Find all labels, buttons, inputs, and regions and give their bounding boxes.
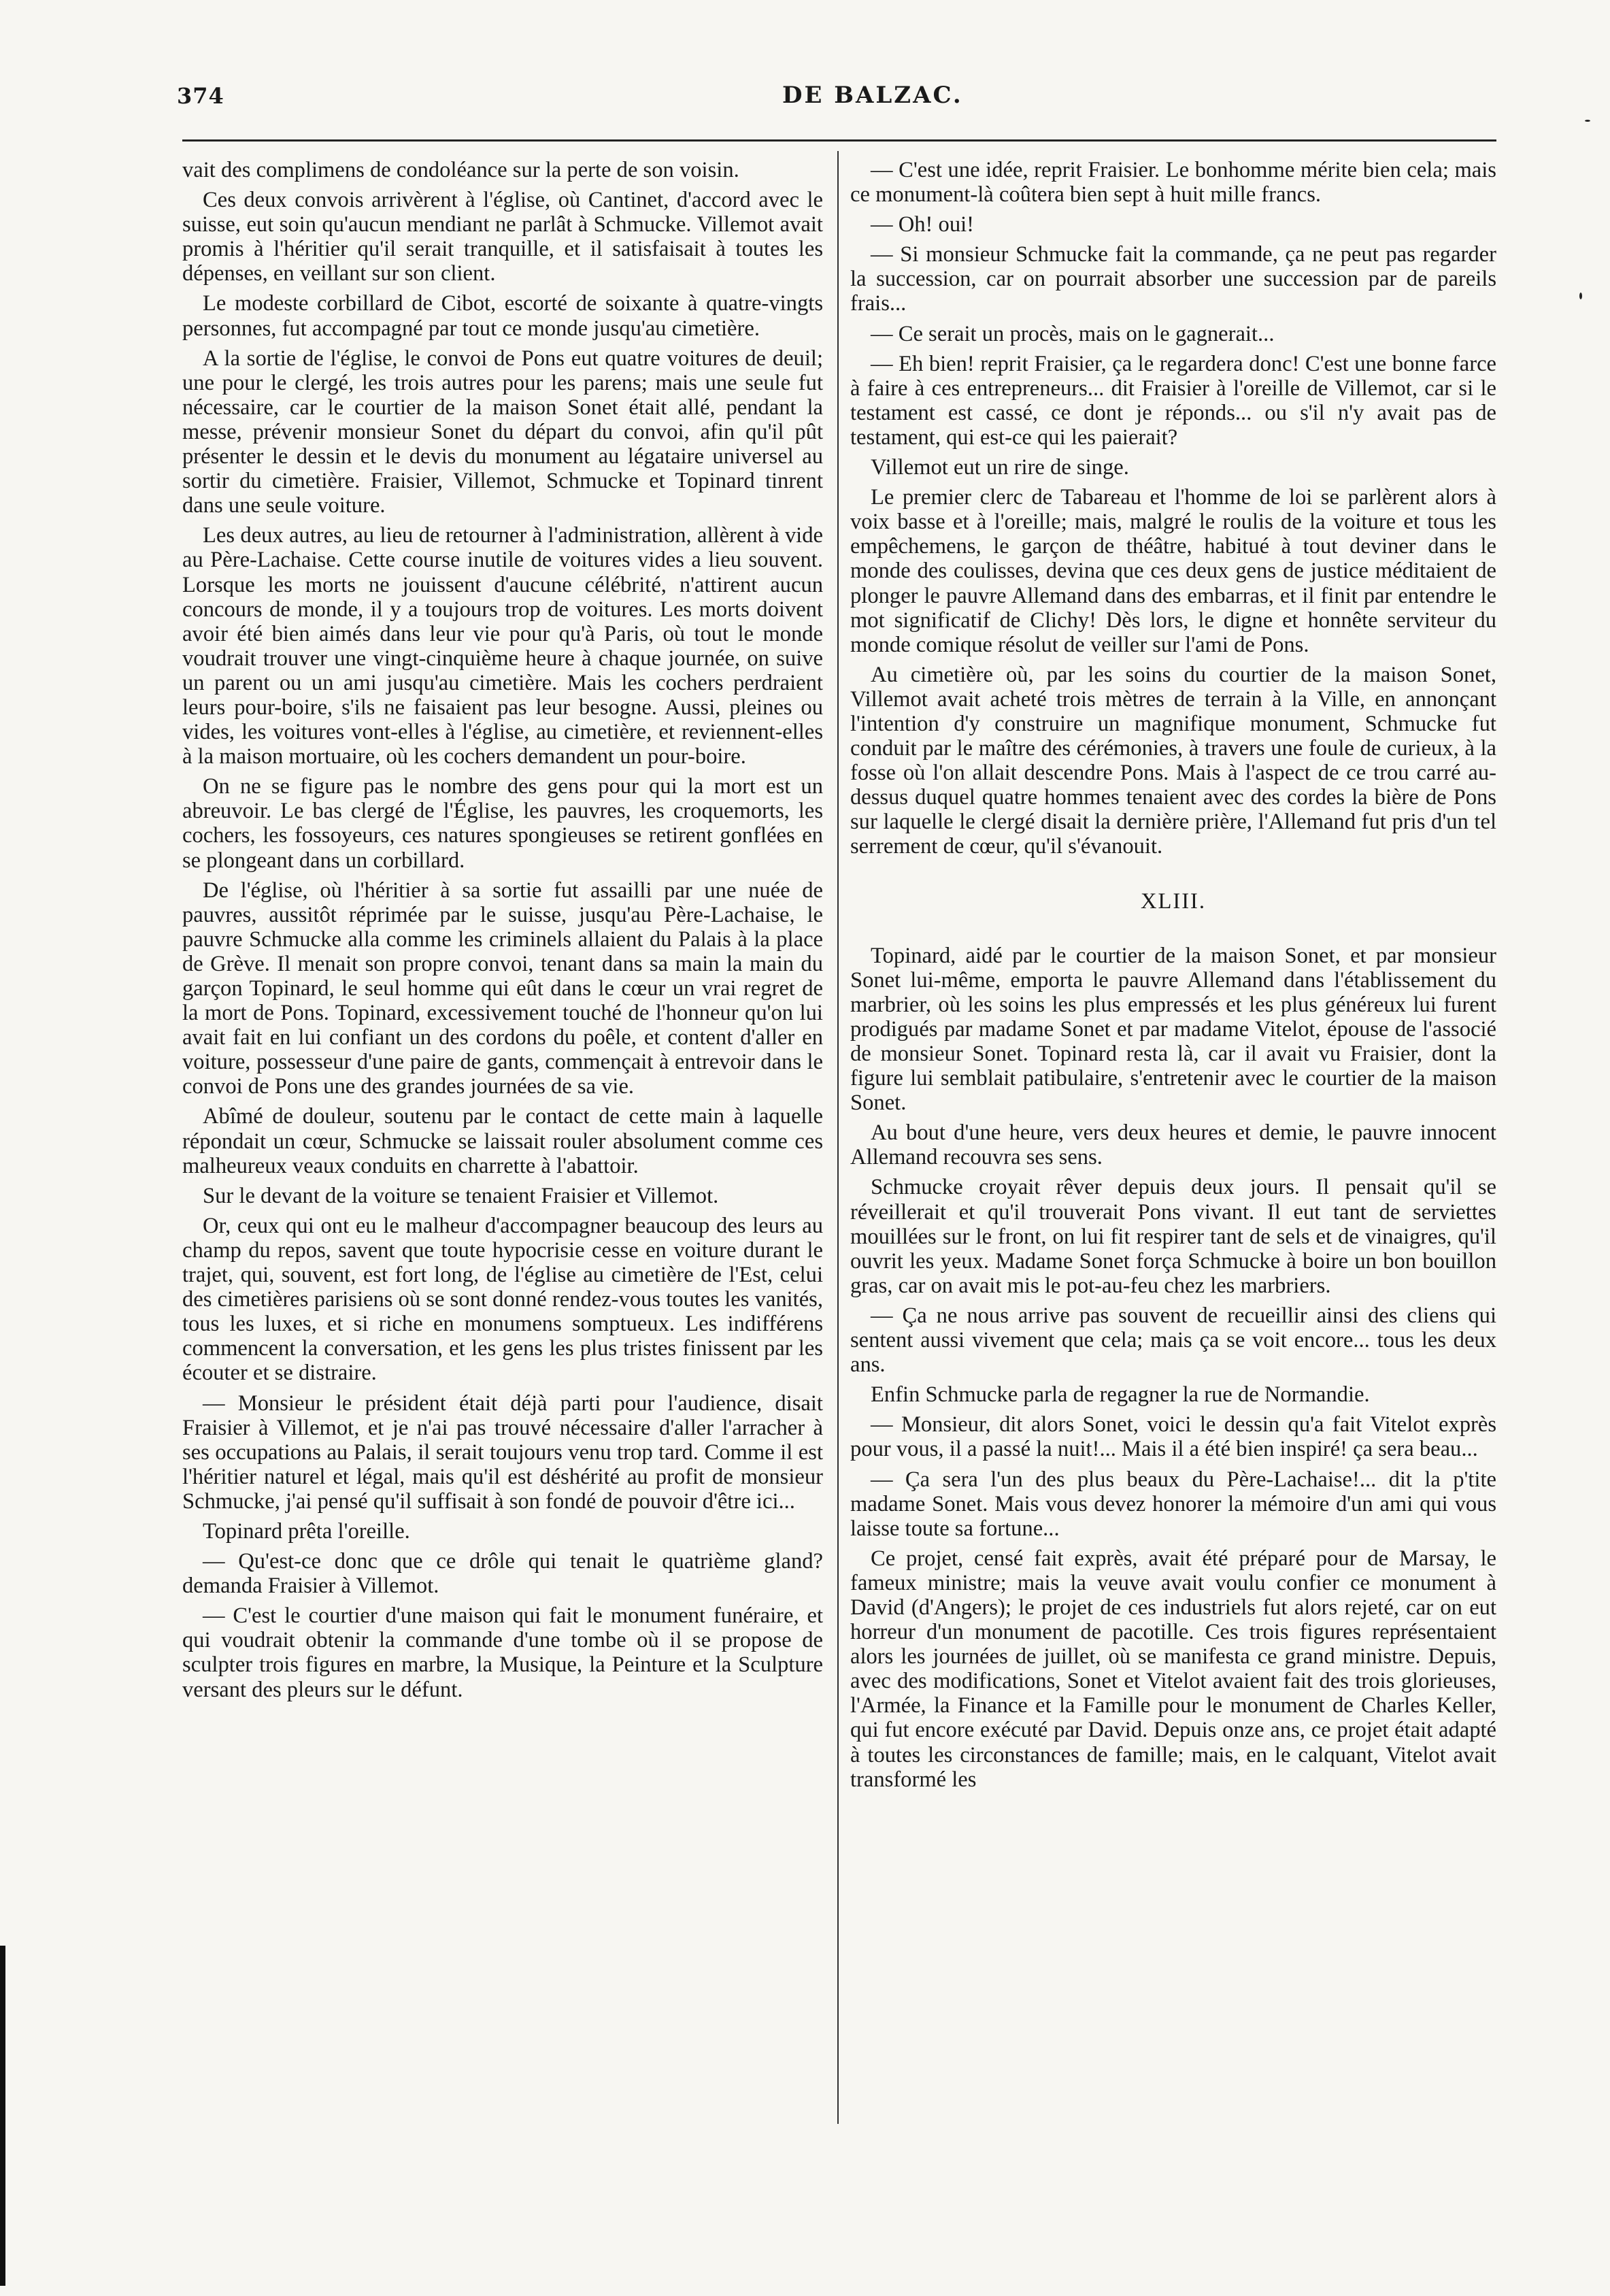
- paragraph: Ces deux convois arrivèrent à l'église, où Cantinet, d'accord avec le suisse, eut soin qu'aucun mendiant ne parlât à Schmucke. Villemot avait promis à l'héritier qu'il serait tranquille, et il satisfaisait à toutes les dépenses, en veillant sur son client.: [182, 188, 823, 286]
- paragraph: — Oh! oui!: [871, 212, 975, 237]
- paragraph: Enfin Schmucke parla de regagner la rue de Normandie.: [871, 1382, 1370, 1408]
- paragraph: — Monsieur, dit alors Sonet, voici le dessin qu'a fait Vitelot exprès pour vous, il a passé la nuit!... Mais il a été bien inspiré! ça sera beau...: [850, 1412, 1496, 1462]
- paragraph: Au cimetière où, par les soins du courtier de la maison Sonet, Villemot avait acheté trois mètres de terrain à la Ville, en annonçant l'intention d'y construire un magnifique monument, Schmucke fut conduit par le maître des cérémonies, à travers une foule de curieux, à la fosse où l'on allait descendre Pons. Mais à l'aspect de ce trou carré au-dessus duquel quatre hommes tenaient avec des cordes la bière de Pons sur laquelle le clergé disait la dernière prière, l'Allemand fut pris d'un tel serrement de cœur, qu'il s'évanouit.: [850, 662, 1496, 859]
- left-column: [182, 158, 823, 2165]
- paragraph: On ne se figure pas le nombre des gens pour qui la mort est un abreuvoir. Le bas clergé de l'Église, les pauvres, les croquemorts, les cochers, les fossoyeurs, ces natures spongieuses se retirent gonflées en se plongeant dans un corbillard.: [182, 774, 823, 873]
- page-number: 374: [177, 83, 224, 109]
- paragraph: — Ça ne nous arrive pas souvent de recueillir ainsi des cliens qui sentent aussi vivement que cela; mais ça se voit encore... tous les deux ans.: [850, 1303, 1496, 1378]
- header-rule: [182, 139, 1496, 142]
- paragraph: Topinard, aidé par le courtier de la maison Sonet, et par monsieur Sonet lui-même, emporta le pauvre Allemand dans l'établissement du marbrier, où les soins les plus empressés et les plus généreux lui furent prodigués par madame Sonet et par madame Vitelot, épouse de l'associé de monsieur Sonet. Topinard resta là, car il avait vu Fraisier, dont la figure lui semblait patibulaire, s'entretenir avec le courtier de la maison Sonet.: [850, 943, 1496, 1116]
- paragraph: — C'est une idée, reprit Fraisier. Le bonhomme mérite bien cela; mais ce monument-là coûtera bien sept à huit mille francs.: [850, 158, 1496, 207]
- paragraph: Topinard prêta l'oreille.: [203, 1518, 410, 1544]
- paragraph: — C'est le courtier d'une maison qui fait le monument funéraire, et qui voudrait obtenir la commande d'une tombe où il se propose de sculpter trois figures en marbre, la Musique, la Peinture et la Sculpture versant des pleurs sur le défunt.: [182, 1603, 823, 1702]
- paragraph: Le modeste corbillard de Cibot, escorté de soixante à quatre-vingts personnes, fut accompagné par tout ce monde jusqu'au cimetière.: [182, 291, 823, 341]
- paragraph: Or, ceux qui ont eu le malheur d'accompagner beaucoup des leurs au champ du repos, savent que toute hypocrisie cesse en voiture durant le trajet, qui, souvent, est fort long, de l'église au cimetière de l'Est, celui des cimetières parisiens où se sont donné rendez-vous toutes les vanités, tous les luxes, et si riche en monumens somptueux. Les indifférens commencent la conversation, et les gens les plus tristes finissent par les écouter et se distraire.: [182, 1213, 823, 1386]
- right-column: [850, 158, 1496, 2165]
- paragraph: Au bout d'une heure, vers deux heures et demie, le pauvre innocent Allemand recouvra ses sens.: [850, 1120, 1496, 1170]
- paragraph: Abîmé de douleur, soutenu par le contact de cette main à laquelle répondait un cœur, Schmucke se laissait rouler absolument comme ces malheureux veaux conduits en charrette à l'abattoir.: [182, 1104, 823, 1178]
- running-title: DE BALZAC.: [782, 82, 963, 109]
- paragraph: Schmucke croyait rêver depuis deux jours. Il pensait qu'il se réveillerait et qu'il trouverait Pons vivant. Il eut tant de serviettes mouillées sur le front, on lui fit respirer tant de sels et de vinaigres, qu'il ouvrit les yeux. Madame Sonet força Schmucke à boire un bon bouillon gras, car on avait mis le pot-au-feu chez les marbriers.: [850, 1175, 1496, 1298]
- scan-speck: [1585, 120, 1590, 122]
- column-divider: [837, 151, 839, 2124]
- paragraph: vait des complimens de condoléance sur la perte de son voisin.: [182, 158, 739, 182]
- paragraph: Sur le devant de la voiture se tenaient Fraisier et Villemot.: [203, 1183, 719, 1208]
- paragraph: Les deux autres, au lieu de retourner à l'administration, allèrent à vide au Père-Lachaise. Cette course inutile de voitures vides a lieu souvent. Lorsque les morts ne jouissent d'aucune célébrité, n'attirent aucun concours de monde, il y a toujours trop de voitures. Les morts doivent avoir été bien aimés dans leur vie pour qu'à Paris, où tout le monde voudrait trouver une vingt-cinquième heure à chaque journée, on suive un parent ou un ami jusqu'au cimetière. Mais les cochers perdraient leurs pour-boire, s'ils ne faisaient pas leur besogne. Aussi, pleines ou vides, les voitures vont-elles à l'église, au cimetière, et reviennent-elles à la maison mortuaire, où les cochers demandent un pour-boire.: [182, 523, 823, 769]
- paragraph: Le premier clerc de Tabareau et l'homme de loi se parlèrent alors à voix basse et à l'oreille; mais, malgré le roulis de la voiture et tous les empêchemens, le garçon de théâtre, habitué à tout deviner dans le monde des coulisses, devina que ces deux gens de justice méditaient de plonger le pauvre Allemand dans des embarras, et il finit par entendre le mot significatif de Clichy! Dès lors, le digne et honnête serviteur du monde comique résolut de veiller sur l'ami de Pons.: [850, 485, 1496, 657]
- scan-speck: [1579, 293, 1582, 299]
- paragraph: — Ça sera l'un des plus beaux du Père-Lachaise!... dit la p'tite madame Sonet. Mais vous devez honorer la mémoire d'un ami qui vous laisse toute sa fortune...: [850, 1467, 1496, 1541]
- paragraph: — Ce serait un procès, mais on le gagnerait...: [871, 321, 1275, 346]
- paragraph: — Eh bien! reprit Fraisier, ça le regardera donc! C'est une bonne farce à faire à ces entrepreneurs... dit Fraisier à l'oreille de Villemot, car si le testament est cassé, ce dont je réponds... ou s'il n'y avait pas de testament, qui est-ce qui les paierait?: [850, 351, 1496, 450]
- paragraph: A la sortie de l'église, le convoi de Pons eut quatre voitures de deuil; une pour le clergé, les trois autres pour les parens; mais une seule fut nécessaire, car le courtier de la maison Sonet était allé, pendant la messe, prévenir monsieur Sonet du départ du convoi, afin qu'il pût présenter le dessin et le devis du monument au légataire universel au sortir du cimetière. Fraisier, Villemot, Schmucke et Topinard tinrent dans une seule voiture.: [182, 346, 823, 518]
- chapter-heading: XLIII.: [1140, 888, 1207, 914]
- paragraph: — Monsieur le président était déjà parti pour l'audience, disait Fraisier à Villemot, et je n'ai pas trouvé nécessaire d'aller l'arracher à ses occupations au Palais, il serait toujours venu trop tard. Comme il est l'héritier naturel et légal, mais qu'il est déshérité au profit de monsieur Schmucke, j'ai pensé qu'il suffisait à son fondé de pouvoir d'être ici...: [182, 1391, 823, 1514]
- paragraph: De l'église, où l'héritier à sa sortie fut assailli par une nuée de pauvres, aussitôt réprimée par le suisse, jusqu'au Père-Lachaise, le pauvre Schmucke alla comme les criminels allaient du Palais à la place de Grève. Il menait son propre convoi, tenant dans sa main la main du garçon Topinard, le seul homme qui eût dans le cœur un vrai regret de la mort de Pons. Topinard, excessivement touché de l'honneur qu'on lui avait fait en lui confiant un des cordons du poêle, et content d'aller en voiture, possesseur d'une paire de gants, commençait à entrevoir dans le convoi de Pons une des grandes journées de sa vie.: [182, 878, 823, 1099]
- scan-edge-mark: [0, 1946, 5, 2286]
- paragraph: — Qu'est-ce donc que ce drôle qui tenait le quatrième gland? demanda Fraisier à Villemot.: [182, 1549, 823, 1599]
- paragraph: — Si monsieur Schmucke fait la commande, ça ne peut pas regarder la succession, car on pourrait absorber une succession par de pareils frais...: [850, 242, 1496, 316]
- paragraph: Ce projet, censé fait exprès, avait été préparé pour de Marsay, le fameux ministre; mais la veuve avait voulu confier ce monument à David (d'Angers); le projet de ces industriels fut alors rejeté, car on eut horreur d'un monument de pacotille. Ces trois figures représentaient alors les journées de juillet, où se manifesta ce grand ministre. Depuis, avec des modifications, Sonet et Vitelot avaient fait des trois glorieuses, l'Armée, la Finance et la Famille pour le monument de Charles Keller, qui fut encore exécuté par David. Depuis onze ans, ce projet était adapté à toutes les circonstances de famille; mais, en le calquant, Vitelot avait transformé les: [850, 1546, 1496, 1792]
- paragraph: Villemot eut un rire de singe.: [871, 455, 1129, 480]
